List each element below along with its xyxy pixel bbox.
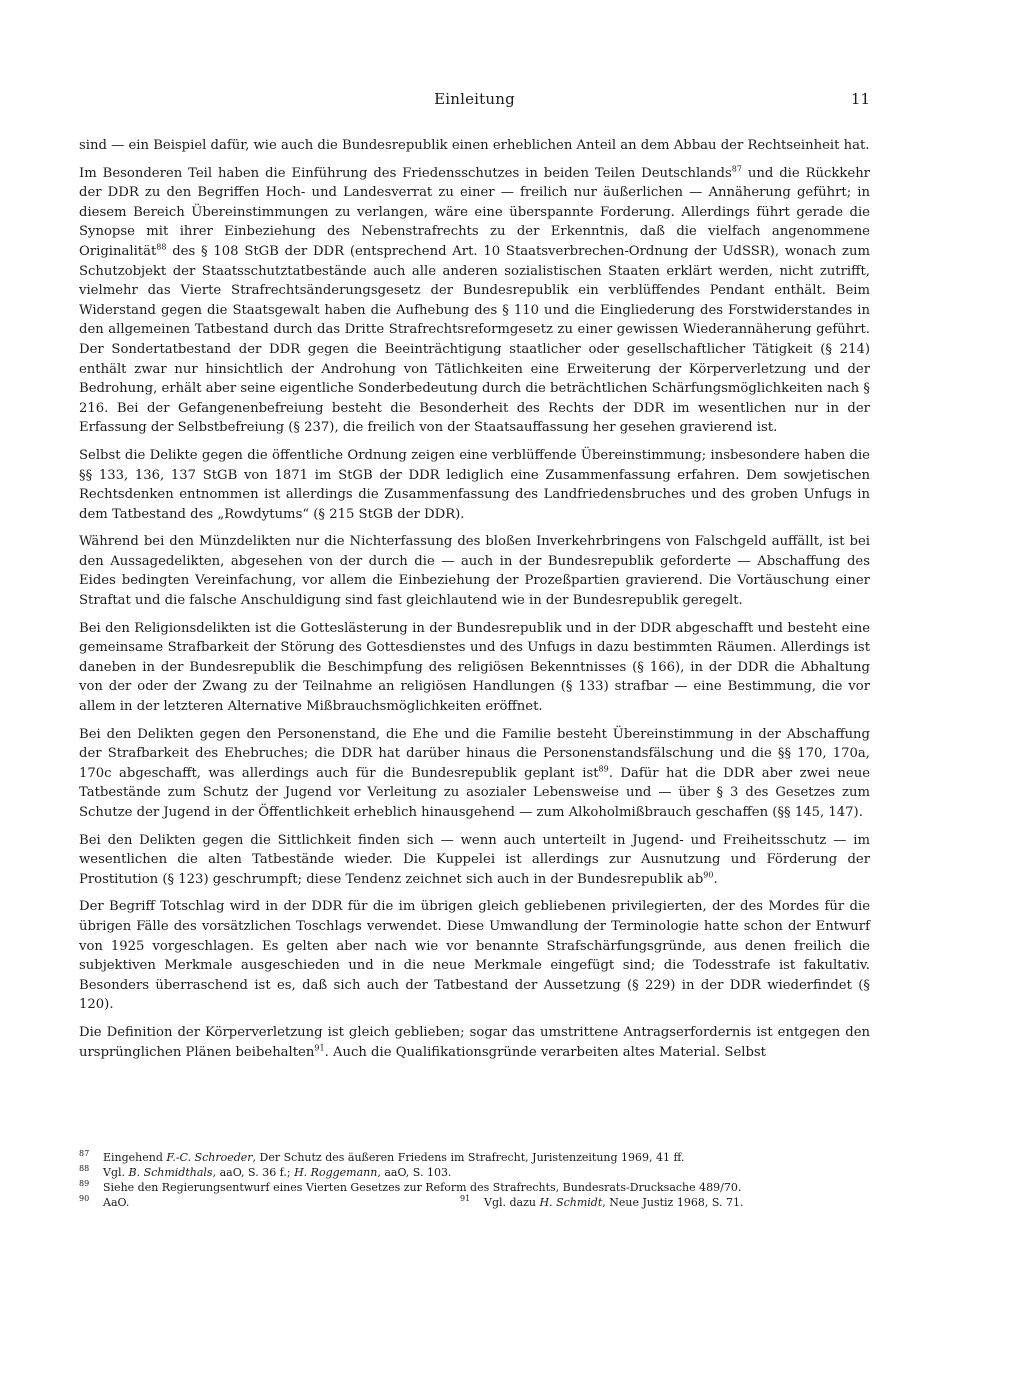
footnote-ref-88[interactable]: 88: [156, 242, 167, 252]
footnote-row: [79, 1195, 870, 1210]
footnote-ref-90[interactable]: 90: [703, 870, 714, 880]
paragraph-9: Die Definition der Körperverletzung ist gleich geblieben; sogar das umstrittene Antragserfordernis ist entgegen den ursprünglichen Plänen beibehalten$^{91}$. Auch die Qualifikationsgründe verarbeiten altes Material. Selbst: [79, 1024, 870, 1060]
paragraph-7: Bei den Delikten gegen die Sittlichkeit finden sich — wenn auch unterteilt in Jugend- und Freiheitsschutz — im wesentlichen die alten Tatbestände wieder. Die Kuppelei ist allerdings zur Ausnutzung und Förderung der Prostitution (§ 123) geschrumpft; diese Tendenz zeichnet sich auch in der Bundesrepublik $ab^{90}$.: [79, 832, 870, 887]
paragraph-5: Bei den Religionsdelikten ist die Gotteslästerung in der Bundesrepublik und in der DDR abgeschafft und besteht eine gemeinsame Strafbarkeit der Störung des Gottesdienstes und des Unfugs in dazu bestimmten Räumen. Allerdings ist daneben in der Bundesrepublik die Beschimpfung des religiösen Bekenntnisses (§ 166), in der DDR die Abhaltung von der oder der Zwang zu der Teilnahme an religiösen Handlungen (§ 133) strafbar — eine Bestimmung, die vor allem in der letzteren Alternative Mißbrauchsmöglichkeiten eröffnet.: [79, 620, 870, 715]
running-header: [79, 90, 870, 116]
paragraph-2: Im Besonderen Teil haben die Einführung des Friedensschutzes in beiden Teilen Deutschlands$^{87}$ und die Rückkehr der DDR zu den Begriffen Hoch- und Landesverrat zu einer — freilich nur äußerlichen — Annäherung geführt; in diesem Bereich Übereinstimmungen zu verlangen, wäre eine überspannte Forderung. Allerdings führt gerade die Synopse mit ihrer Einbeziehung des Nebenstrafrechts zu der Erkenntnis, daß die vielfach angenommene Originalität$^{88}$ des § 108 StGB der DDR (entsprechend Art. 10 Staatsverbrechen-Ordnung der UdSSR), wonach zum Schutzobjekt der Staatsschutztatbestände auch alle anderen sozialistischen Staaten erklärt werden, nicht zutrifft, vielmehr das Vierte Strafrechtsänderungsgesetz der Bundesrepublik ein verblüffendes Pendant enthält. Beim Widerstand gegen die Staatsgewalt haben die Aufhebung des § 110 und die Eingliederung des Forstwiderstandes in den allgemeinen Tatbestand durch das Dritte Strafrechtsreformgesetz zu einer gewissen Wiederannäherung geführt. Der Sondertatbestand der DDR gegen die Beeinträchtigung staatlicher oder gesellschaftlicher Tätigkeit (§ 214) enthält zwar nur hinsichtlich der Androhung von Tätlichkeiten eine Erweiterung der Körperverletzung und der Bedrohung, erhält aber seine eigentliche Sonderbedeutung durch die beträchtlichen Schärfungsmöglichkeiten nach § 216. Bei der Gefangenenbefreiung besteht die Besonderheit des Rechts der DDR im wesentlichen nur in der Erfassung der Selbstbefreiung (§ 237), die freilich von der Staatsauffassung her gesehen gravierend ist.: [79, 164, 870, 436]
page-number: 11: [850, 90, 870, 108]
footnote-91: 91 Vgl. dazu H. Schmidt, Neue Justiz 1968, S. 71.: [460, 1194, 744, 1209]
chapter-title: Einleitung: [434, 90, 515, 108]
footnote-ref-89[interactable]: 89: [598, 764, 609, 774]
footnote-ref-87[interactable]: 87: [731, 164, 742, 174]
paragraph-4: Während bei den Münzdelikten nur die Nichterfassung des bloßen Inverkehrbringens von Falschgeld auffällt, ist bei den Aussagedelikten, abgesehen von der durch die — auch in der Bundesrepublik geforderte — Abschaffung des Eides bedingten Vereinfachung, vor allem die Einbeziehung der Prozeßpartien gravierend. Die Vortäuschung einer Straftat und die falsche Anschuldigung sind fast gleichlautend wie in der Bundesrepublik geregelt.: [79, 534, 870, 609]
footnotes: [79, 1150, 870, 1210]
footnote-90: 90 AaO.: [79, 1194, 130, 1209]
footnote-88: 88 Vgl. B. Schmidthals, aaO, S. 36 f.; H. Roggemann, aaO, S. 103.: [79, 1164, 452, 1179]
footnote-89: 89 Siehe den Regierungsentwurf eines Vierten Gesetzes zur Reform des Strafrechts, Bundesrats-Drucksache 489/70.: [79, 1179, 742, 1194]
paragraph-3: Selbst die Delikte gegen die öffentliche Ordnung zeigen eine verblüffende Übereinstimmung; insbesondere haben die §§ 133, 136, 137 StGB von 1871 im StGB der DDR lediglich eine Zusammenfassung erfahren. Dem sowjetischen Rechtsdenken entnommen ist allerdings die Zusammenfassung des Landfriedensbruches und des groben Unfugs in dem Tatbestand des „Rowdytums“ (§ 215 StGB der DDR).: [79, 447, 870, 522]
footnote-87: 87 Eingehend F.-C. Schroeder, Der Schutz des äußeren Friedens im Strafrecht, Juristenzeitung 1969, 41 ff.: [79, 1149, 685, 1164]
footnote-ref-91[interactable]: 91: [314, 1043, 325, 1053]
paragraph-1: sind — ein Beispiel dafür, wie auch die Bundesrepublik einen erheblichen Anteil an dem Abbau der Rechtseinheit hat.: [79, 138, 870, 153]
paragraph-8: Der Begriff Totschlag wird in der DDR für die im übrigen gleich gebliebenen privilegierten, der des Mordes für die übrigen Fälle des vorsätzlichen Toschlags verwendet. Diese Umwandlung der Terminologie hatte schon der Entwurf von 1925 vorgeschlagen. Es gelten aber nach wie vor benannte Strafschärfungsgründe, aus denen freilich die subjektiven Merkmale ausgeschieden und in die neue Merkmale eingefügt sind; die Todesstrafe ist fakultativ. Besonders überraschend ist es, daß sich auch der Tatbestand der Aussetzung (§ 229) in der DDR wiederfindet (§ 120).: [79, 899, 870, 1013]
body-text: [79, 136, 870, 1070]
paragraph-6: Bei den Delikten gegen den Personenstand, die Ehe und die Familie besteht Übereinstimmung in der Abschaffung der Strafbarkeit des Ehebruches; die DDR hat darüber hinaus die Personenstandsfälschung und die §§ 170, 170a, 170c abgeschafft, was allerdings auch für die Bundesrepublik geplant ist$^{89}$. Dafür hat die DDR aber zwei neue Tatbestände zum Schutz der Jugend vor Verleitung zu asozialer Lebensweise und — über § 3 des Gesetzes zum Schutze der Jugend in der Öffentlichkeit erheblich hinausgehend — zum Alkoholmißbrauch geschaffen (§§ 145, 147).: [79, 726, 871, 820]
